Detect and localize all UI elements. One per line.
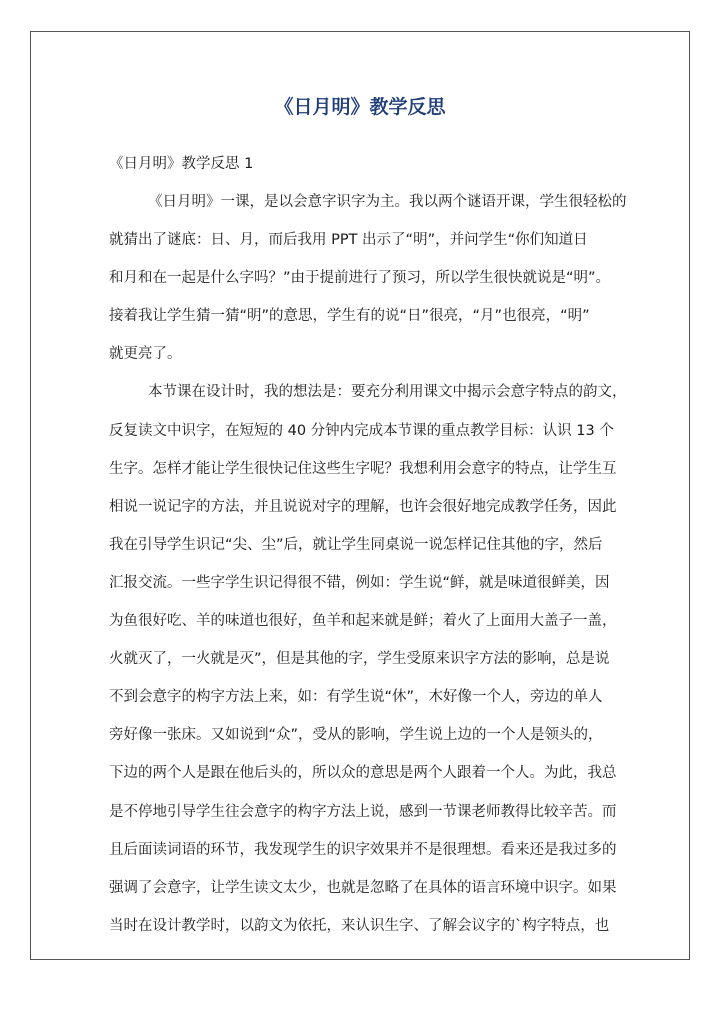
text-line: 就更亮了。 — [109, 346, 182, 363]
text-line: 旁好像一张床。又如说到“众”，受从的影响，学生说上边的一个人是领头的， — [109, 727, 603, 744]
text-line: 就猜出了谜底：日、月，而后我用 PPT 出示了“明”，并问学生“你们知道日 — [109, 232, 588, 249]
text-line: 和月和在一起是什么字吗？”由于提前进行了预习，所以学生很快就说是“明”。 — [109, 270, 611, 287]
text-line: 《日月明》一课，是以会意字识字为主。我以两个谜语开课，学生很轻松的 — [148, 194, 627, 210]
text-line: 生字。怎样才能让学生很快记住这些生字呢？我想利用会意字的特点，让学生互 — [109, 460, 617, 477]
section-heading: 《日月明》教学反思 1 — [109, 156, 254, 172]
text-line: 下边的两个人是跟在他后头的，所以众的意思是两个人跟着一个人。为此，我总 — [109, 765, 617, 782]
text-line: 当时在设计教学时，以韵文为依托，来认识生字、了解会议字的`构字特点，也 — [109, 917, 610, 934]
text-line: 不到会意字的构字方法上来，如：有学生说“休”，木好像一个人，旁边的单人 — [109, 689, 603, 706]
text-line: 我在引导学生识记“尖、尘”后，就让学生同桌说一说怎样记住其他的字，然后 — [109, 536, 603, 553]
document-body — [109, 183, 629, 945]
text-line: 接着我让学生猜一猜“明”的意思，学生有的说“日”很亮，“月”也很亮，“明” — [109, 308, 590, 325]
text-line: 强调了会意字，让学生读文太少，也就是忽略了在具体的语言环境中识字。如果 — [109, 879, 617, 896]
text-line: 汇报交流。一些字学生识记得很不错，例如：学生说“鲜，就是味道很鲜美，因 — [109, 574, 610, 591]
text-line: 是不停地引导学生往会意字的构字方法上说，感到一节课老师教得比较辛苦。而 — [109, 803, 617, 820]
text-line: 反复读文中识字，在短短的 40 分钟内完成本节课的重点教学目标：认识 13 个 — [109, 422, 614, 439]
text-line: 火就灭了，一火就是灭”，但是其他的字，学生受原来识字方法的影响，总是说 — [109, 651, 610, 668]
text-line: 相说一说记字的方法，并且说说对字的理解，也许会很好地完成教学任务，因此 — [109, 498, 617, 515]
document-title: 《日月明》教学反思 — [274, 96, 446, 118]
text-line: 为鱼很好吃、羊的味道也很好，鱼羊和起来就是鲜；着火了上面用大盖子一盖， — [109, 613, 617, 630]
text-line: 本节课在设计时，我的想法是：要充分利用课文中揭示会意字特点的韵文， — [148, 384, 627, 401]
text-line: 且后面读词语的环节，我发现学生的识字效果并不是很理想。看来还是我过多的 — [109, 841, 617, 858]
